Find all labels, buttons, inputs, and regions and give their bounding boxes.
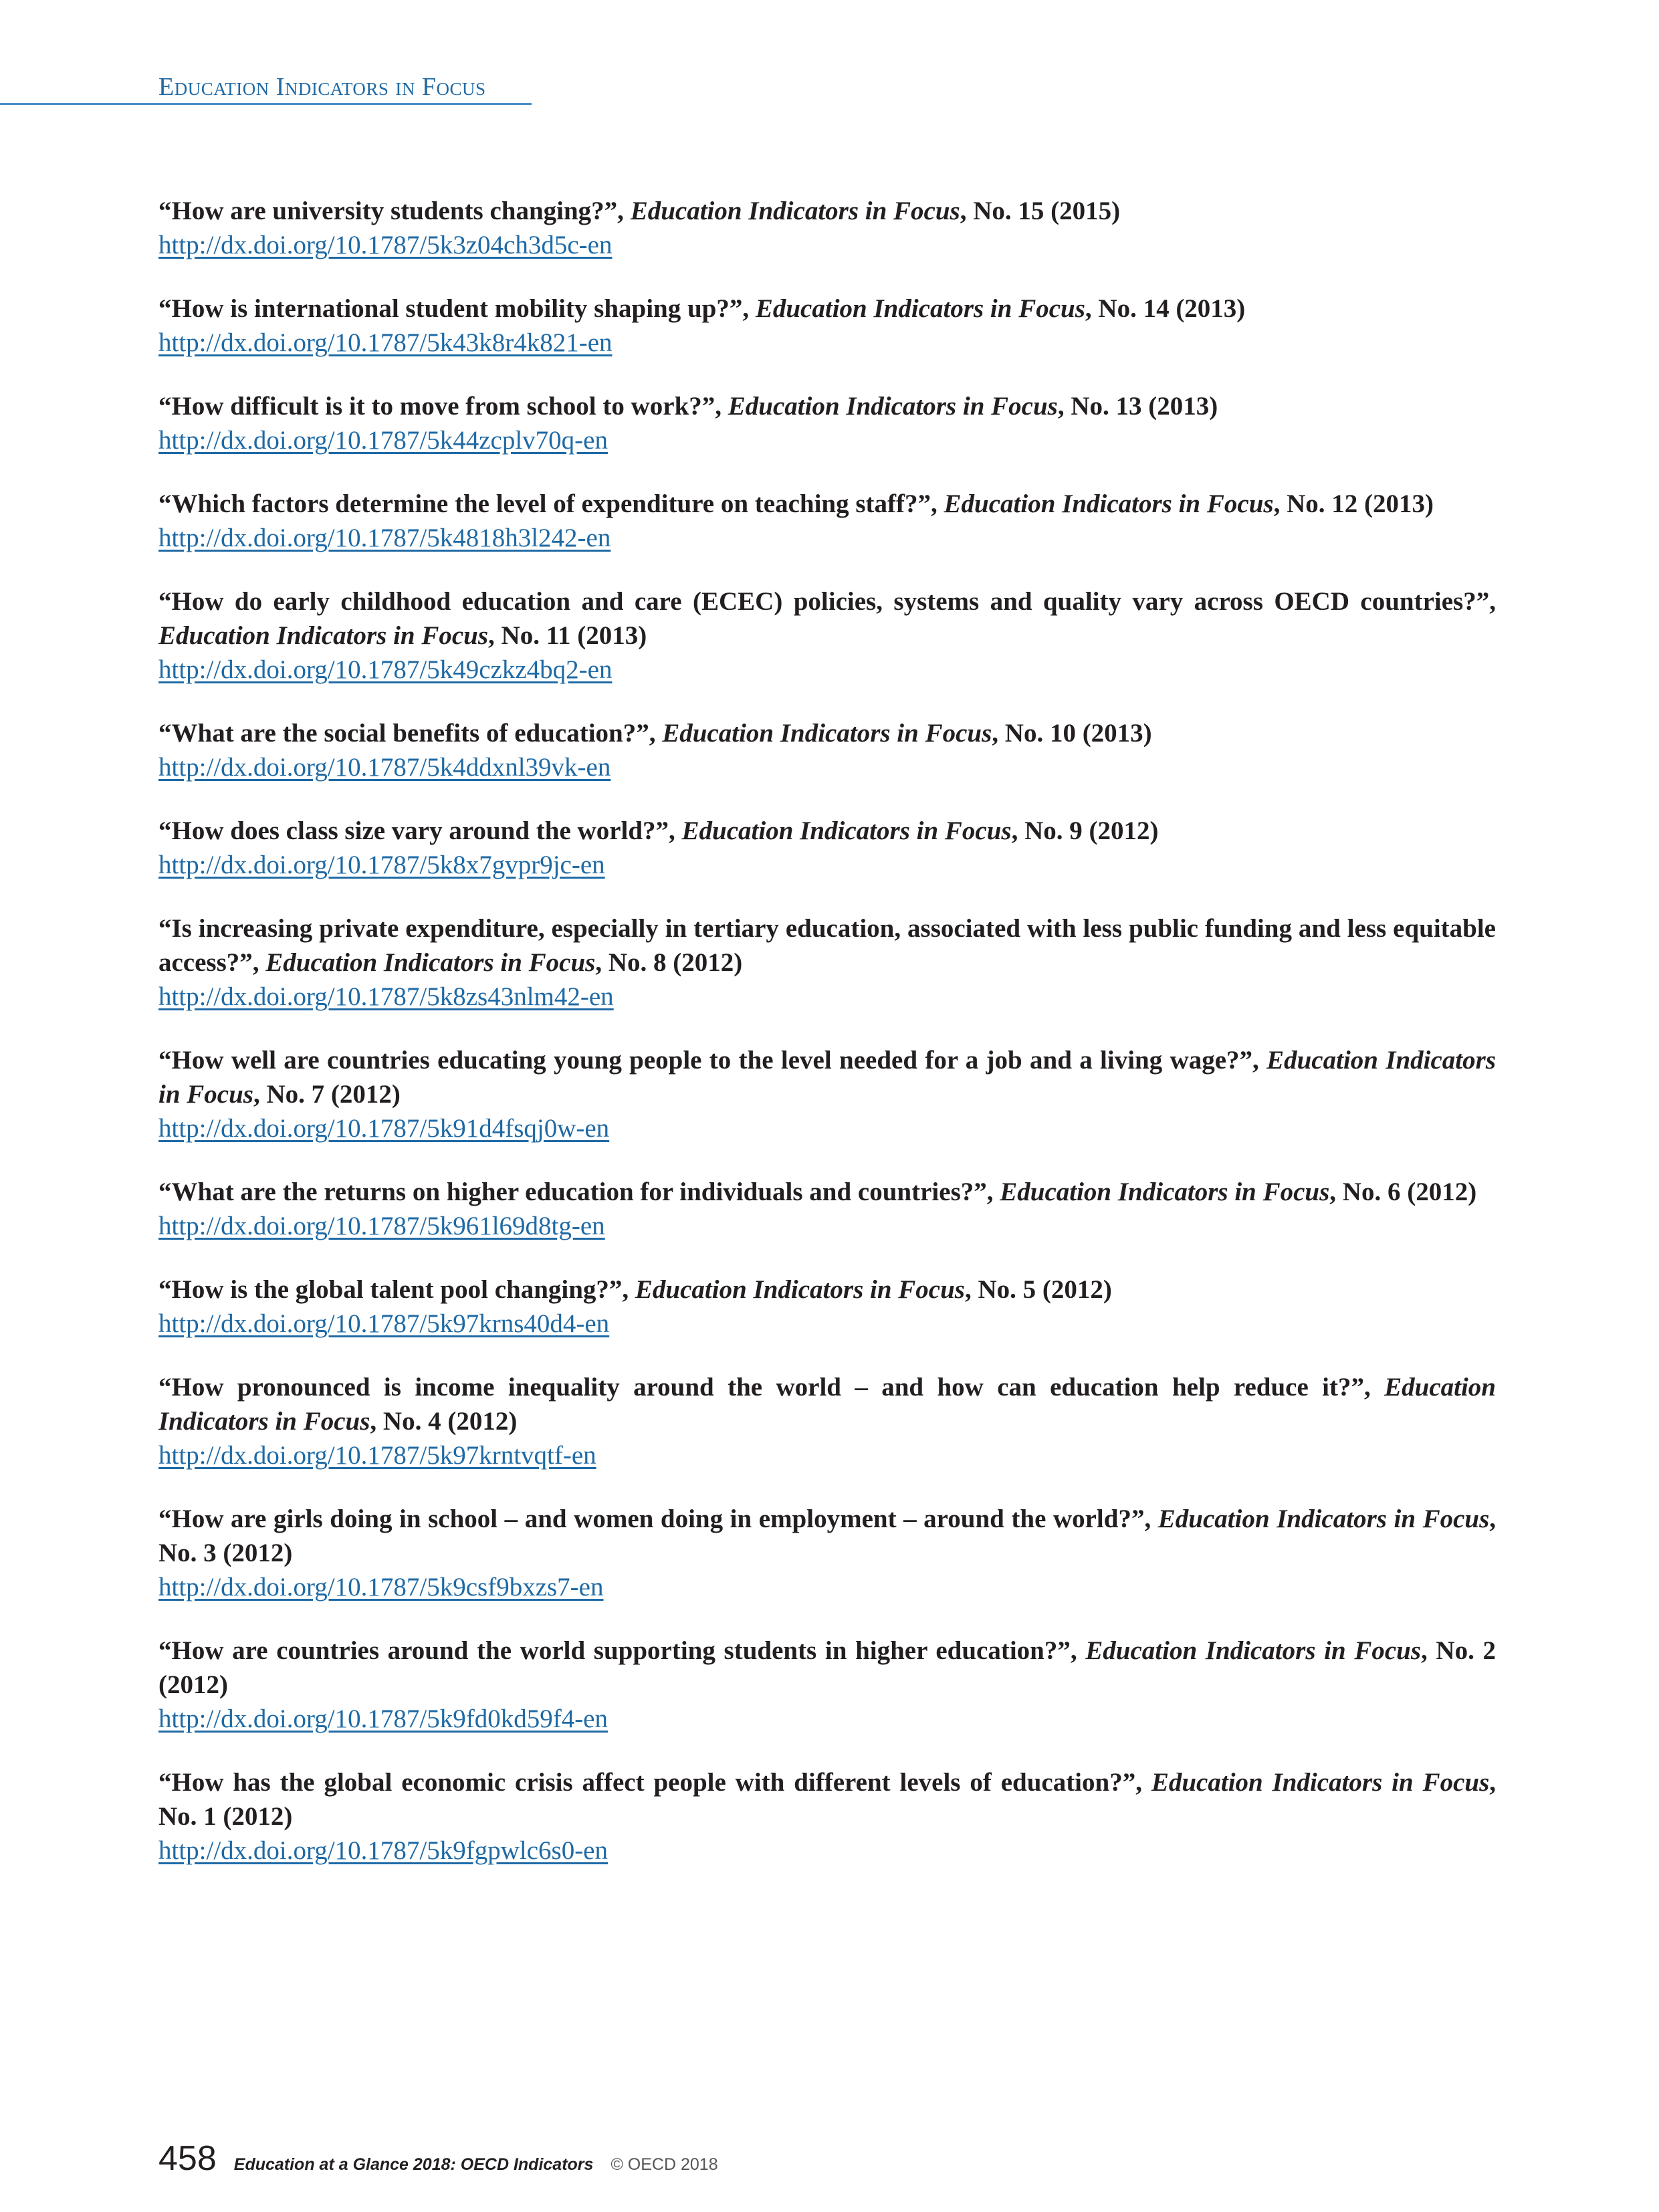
reference-title: “How are university students changing?”, [158, 197, 631, 225]
reference-list [158, 194, 1496, 1897]
reference-citation [158, 716, 1496, 750]
reference-title: “How are countries around the world supporting students in higher education?”, [158, 1636, 1086, 1665]
reference-series: Education Indicators in Focus [681, 816, 1012, 845]
reference-link[interactable]: http://dx.doi.org/10.1787/5k9fgpwlc6s0-en [158, 1836, 608, 1865]
reference-citation [158, 911, 1496, 980]
reference-link[interactable]: http://dx.doi.org/10.1787/5k97krns40d4-en [158, 1309, 610, 1338]
reference-citation [158, 389, 1496, 423]
reference-citation [158, 1634, 1496, 1702]
reference-entry [158, 1765, 1496, 1868]
reference-series: Education Indicators in Focus [1151, 1768, 1490, 1797]
reference-link[interactable]: http://dx.doi.org/10.1787/5k8zs43nlm42-en [158, 982, 614, 1011]
reference-title: “How is the global talent pool changing?”, [158, 1275, 635, 1304]
reference-series: Education Indicators in Focus [1157, 1505, 1490, 1533]
reference-series: Education Indicators in Focus [1085, 1636, 1422, 1665]
reference-series: Education Indicators in Focus [158, 1373, 1496, 1436]
reference-issue: , No. 13 (2013) [1057, 392, 1218, 421]
reference-link[interactable]: http://dx.doi.org/10.1787/5k8x7gvpr9jc-en [158, 851, 605, 879]
reference-citation [158, 1043, 1496, 1111]
reference-series: Education Indicators in Focus [755, 294, 1085, 323]
reference-title: “What are the social benefits of education?”, [158, 719, 663, 748]
reference-title: “How are girls doing in school – and women doing in employment – around the world?”, [158, 1505, 1158, 1533]
reference-issue: , No. 12 (2013) [1273, 489, 1434, 518]
reference-link[interactable]: http://dx.doi.org/10.1787/5k9fd0kd59f4-en [158, 1704, 608, 1733]
reference-issue: , No. 10 (2013) [992, 719, 1152, 748]
reference-issue: , No. 11 (2013) [488, 621, 647, 650]
page-number: 458 [158, 2139, 217, 2178]
reference-title: “Which factors determine the level of expenditure on teaching staff?”, [158, 489, 944, 518]
reference-link[interactable]: http://dx.doi.org/10.1787/5k9csf9bxzs7-en [158, 1573, 604, 1601]
reference-citation [158, 1370, 1496, 1438]
running-head: Education Indicators in Focus [158, 73, 486, 101]
reference-link[interactable]: http://dx.doi.org/10.1787/5k91d4fsqj0w-en [158, 1114, 610, 1143]
reference-citation [158, 1765, 1496, 1834]
reference-citation [158, 292, 1496, 326]
reference-citation [158, 194, 1496, 228]
reference-issue: , No. 8 (2012) [595, 948, 743, 977]
reference-title: “Is increasing private expenditure, especially in tertiary education, associated with less public funding and less equitable access?”, [158, 914, 1496, 977]
reference-link[interactable]: http://dx.doi.org/10.1787/5k4ddxnl39vk-en [158, 753, 611, 782]
reference-entry [158, 1175, 1496, 1243]
header-rule [0, 103, 532, 105]
reference-link[interactable]: http://dx.doi.org/10.1787/5k961l69d8tg-en [158, 1212, 605, 1240]
reference-entry [158, 911, 1496, 1014]
reference-series: Education Indicators in Focus [158, 621, 489, 650]
reference-link[interactable]: http://dx.doi.org/10.1787/5k3z04ch3d5c-en [158, 231, 613, 259]
reference-link[interactable]: http://dx.doi.org/10.1787/5k49czkz4bq2-en [158, 655, 613, 684]
reference-series: Education Indicators in Focus [630, 197, 960, 225]
reference-entry [158, 389, 1496, 457]
reference-entry [158, 194, 1496, 262]
reference-title: “How is international student mobility shaping up?”, [158, 294, 756, 323]
reference-issue: , No. 6 (2012) [1329, 1178, 1477, 1206]
reference-entry [158, 487, 1496, 555]
reference-entry [158, 1273, 1496, 1341]
reference-title: “How pronounced is income inequality around the world – and how can education help reduce it?”, [158, 1373, 1385, 1402]
reference-issue: , No. 14 (2013) [1085, 294, 1246, 323]
reference-link[interactable]: http://dx.doi.org/10.1787/5k97krntvqtf-en [158, 1441, 596, 1470]
reference-title: “How has the global economic crisis affect people with different levels of education?”, [158, 1768, 1151, 1797]
reference-entry [158, 1370, 1496, 1472]
reference-title: “How well are countries educating young people to the level needed for a job and a living wage?”, [158, 1046, 1267, 1075]
reference-issue: , No. 7 (2012) [253, 1080, 401, 1109]
reference-title: “How does class size vary around the world?”, [158, 816, 682, 845]
reference-issue: , No. 9 (2012) [1011, 816, 1159, 845]
copyright-notice: © OECD 2018 [611, 2155, 718, 2174]
reference-series: Education Indicators in Focus [265, 948, 596, 977]
reference-issue: , No. 15 (2015) [960, 197, 1121, 225]
reference-citation [158, 1175, 1496, 1209]
reference-entry [158, 814, 1496, 882]
reference-entry [158, 716, 1496, 784]
reference-title: “How difficult is it to move from school to work?”, [158, 392, 728, 421]
reference-citation [158, 1273, 1496, 1307]
reference-title: “What are the returns on higher education for individuals and countries?”, [158, 1178, 1000, 1206]
reference-issue: , No. 5 (2012) [964, 1275, 1112, 1304]
reference-link[interactable]: http://dx.doi.org/10.1787/5k4818h3l242-en [158, 524, 611, 552]
reference-series: Education Indicators in Focus [662, 719, 992, 748]
reference-series: Education Indicators in Focus [635, 1275, 965, 1304]
reference-issue: , No. 1 (2012) [158, 1768, 1496, 1831]
reference-entry [158, 292, 1496, 360]
reference-entry [158, 1502, 1496, 1604]
reference-issue: , No. 4 (2012) [370, 1407, 518, 1436]
reference-issue: , No. 3 (2012) [158, 1505, 1497, 1567]
reference-entry [158, 1043, 1496, 1145]
reference-title: “How do early childhood education and care (ECEC) policies, systems and quality vary across OECD countries?”, [158, 587, 1496, 616]
reference-series: Education Indicators in Focus [728, 392, 1058, 421]
reference-citation [158, 584, 1496, 653]
reference-issue: , No. 2 (2012) [158, 1636, 1496, 1699]
reference-entry [158, 1634, 1496, 1736]
reference-series: Education Indicators in Focus [158, 1046, 1497, 1109]
page-footer [158, 2138, 718, 2179]
reference-entry [158, 584, 1496, 687]
reference-series: Education Indicators in Focus [944, 489, 1274, 518]
reference-link[interactable]: http://dx.doi.org/10.1787/5k43k8r4k821-en [158, 328, 613, 357]
reference-citation [158, 814, 1496, 848]
reference-citation [158, 487, 1496, 521]
reference-series: Education Indicators in Focus [1000, 1178, 1330, 1206]
publication-title: Education at a Glance 2018: OECD Indicators [233, 2155, 594, 2174]
reference-link[interactable]: http://dx.doi.org/10.1787/5k44zcplv70q-en [158, 426, 608, 455]
reference-citation [158, 1502, 1496, 1570]
